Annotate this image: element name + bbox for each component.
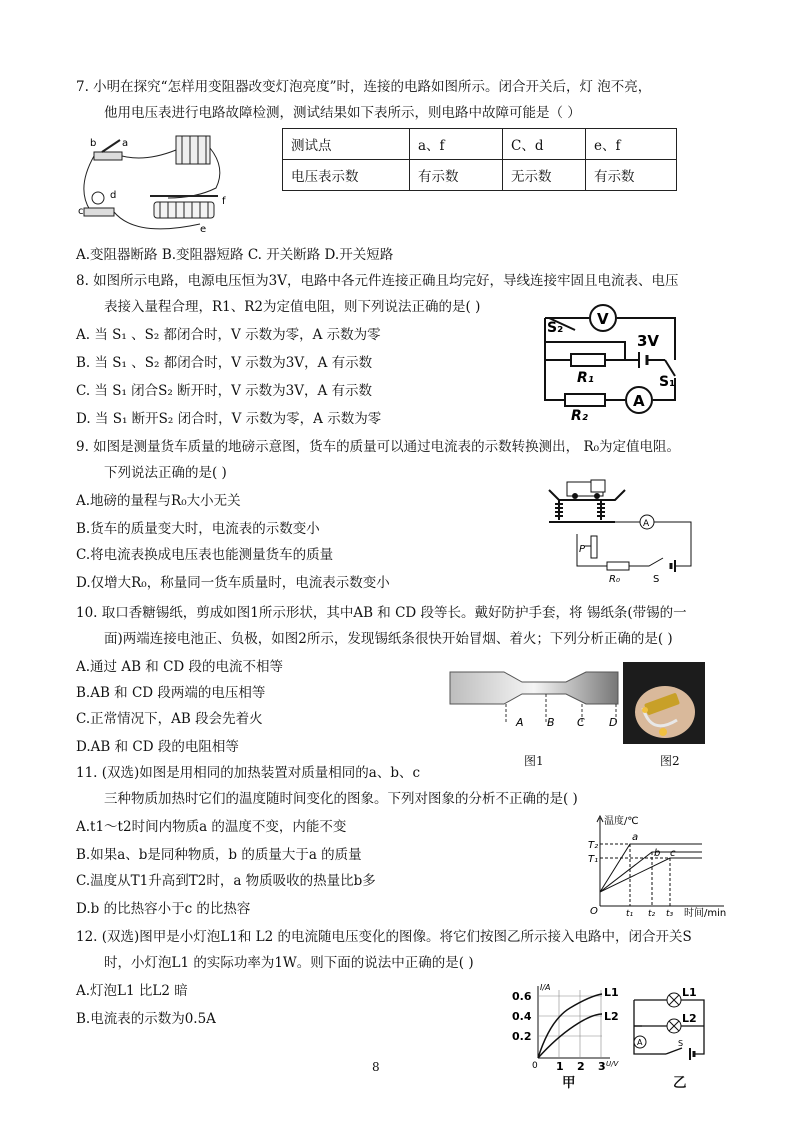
q12-option-b: B.电流表的示数为0.5A <box>76 1011 216 1027</box>
q9-option-a: A.地磅的量程与R₀大小无关 <box>76 493 241 509</box>
q12-origin-label: 0 <box>532 1061 538 1071</box>
q7-label-e: e <box>200 224 207 235</box>
q10-option-b: B.AB 和 CD 段两端的电压相等 <box>76 685 266 701</box>
q8-option-b: B. 当 S₁ 、S₂ 都闭合时，V 示数为3V，A 有示数 <box>76 355 373 371</box>
q12-stem-line2: 时，小灯泡L1 的实际功率为1W。则下面的说法中正确的是( ) <box>104 955 474 971</box>
q7-label-b: b <box>90 138 97 149</box>
q11-option-c: C.温度从T1升高到T2时，a 物质吸收的热量比b多 <box>76 873 376 889</box>
q11-option-b: B.如果a、b是同种物质，b 的质量大于a 的质量 <box>76 847 362 863</box>
q10-label-d: D <box>609 716 618 729</box>
q8-s2-label: S₂ <box>547 320 564 336</box>
table-row <box>283 160 677 191</box>
q12-ylabel: I/A <box>540 983 551 992</box>
q10-stem-line2: 面)两端连接电池正、负极，如图2所示，发现锡纸条很快开始冒烟、着火；下列分析正确的是( ) <box>104 631 673 647</box>
q11-stem-line2: 三种物质加热时它们的温度随时间变化的图象。下列对图象的分析不正确的是( ) <box>104 791 578 807</box>
page-number: 8 <box>372 1060 380 1074</box>
q11-option-a: A.t1～t2时间内物质a 的温度不变，内能不变 <box>76 819 347 835</box>
table-header-cell: e、f <box>586 129 677 160</box>
q7-options: A.变阻器断路 B.变阻器短路 C. 开关断路 D.开关短路 <box>76 247 394 263</box>
q12-caption-jia: 甲 <box>562 1075 576 1091</box>
q11-t1-label: T₁ <box>588 854 599 865</box>
q10-label-b: B <box>547 716 555 729</box>
q8-option-c: C. 当 S₁ 闭合S₂ 断开时，V 示数为3V，A 有示数 <box>76 383 373 399</box>
q11-temperature-graph <box>582 812 732 920</box>
q9-option-c: C.将电流表换成电压表也能测量货车的质量 <box>76 547 334 563</box>
q7-stem-line2: 他用电压表进行电路故障检测，测试结果如下表所示，则电路中故障可能是（ ） <box>104 105 581 121</box>
q8-stem-line1: 8. 如图所示电路，电源电压恒为3V，电路中各元件连接正确且均完好，导线连接牢固且电流表、电压 <box>76 273 679 289</box>
q12-stem-line1: 12. (双选)图甲是小灯泡L1和 L2 的电流随电压变化的图像。将它们按图乙所示接入电路中，闭合开关S <box>76 929 692 945</box>
q12-ammeter-label: A <box>637 1038 643 1047</box>
q12-ytick-02: 0.2 <box>512 1030 532 1043</box>
q7-circuit-figure <box>76 128 276 243</box>
q11-tick-t2: t₂ <box>648 909 656 919</box>
q12-ytick-06: 0.6 <box>512 990 532 1003</box>
q12-xlabel: U/V <box>606 1060 619 1068</box>
q8-r2-label: R₂ <box>571 408 588 424</box>
q8-option-d: D. 当 S₁ 断开S₂ 闭合时，V 示数为零，A 示数为零 <box>76 411 382 427</box>
q10-caption-fig1: 图1 <box>524 754 544 768</box>
q11-t2-label: T₂ <box>588 840 599 851</box>
q12-option-a: A.灯泡L1 比L2 暗 <box>76 983 188 999</box>
q10-label-c: C <box>577 716 585 729</box>
q9-weighbridge-figure <box>545 478 700 588</box>
q11-curve-a-label: a <box>632 832 639 843</box>
q12-ytick-04: 0.4 <box>512 1010 532 1023</box>
q10-tinfoil-figure <box>446 664 622 738</box>
q11-option-d: D.b 的比热容小于c 的比热容 <box>76 901 251 917</box>
q8-ammeter-label: A <box>633 392 645 410</box>
q8-voltage-label: 3V <box>637 332 660 350</box>
q9-stem-line2: 下列说法正确的是( ) <box>104 465 227 481</box>
q12-switch-label: S <box>678 1039 684 1048</box>
q8-r1-label: R₁ <box>577 370 594 386</box>
q12-iv-graph <box>510 980 620 1074</box>
q9-switch-label: S <box>653 574 660 585</box>
table-header-cell: C、d <box>503 129 586 160</box>
q7-label-c: c <box>78 206 84 217</box>
q10-stem-line1: 10. 取口香糖锡纸，剪成如图1所示形状，其中AB 和 CD 段等长。戴好防护手套，将 锡纸条(带锡的一 <box>76 605 687 621</box>
q9-r0-label: R₀ <box>609 574 620 585</box>
q12-l2-label: L2 <box>682 1012 697 1025</box>
q9-p-label: P <box>579 544 586 555</box>
q10-battery-photo <box>623 662 705 744</box>
table-cell: 有示数 <box>410 160 503 191</box>
q11-origin-label: O <box>590 906 598 917</box>
q12-l1-label: L1 <box>682 986 697 999</box>
q8-stem-line2: 表接入量程合理，R1、R2为定值电阻，则下列说法正确的是( ) <box>104 299 481 315</box>
q8-s1-label: S₁ <box>659 374 676 390</box>
q11-tick-t3: t₃ <box>666 909 674 919</box>
q9-ammeter-label: A <box>643 519 650 529</box>
q8-circuit-figure <box>535 300 690 425</box>
q9-option-b: B.货车的质量变大时，电流表的示数变小 <box>76 521 320 537</box>
q10-caption-fig2: 图2 <box>660 754 680 768</box>
table-cell: 无示数 <box>503 160 586 191</box>
q7-stem-line1: 7. 小明在探究“怎样用变阻器改变灯泡亮度”时，连接的电路如图所示。闭合开关后，灯 泡不亮， <box>76 79 652 95</box>
q12-curve-l2-label: L2 <box>604 1010 619 1023</box>
q7-test-table <box>282 128 677 191</box>
table-header-cell: 测试点 <box>283 129 410 160</box>
q9-stem-line1: 9. 如图是测量货车质量的地磅示意图，货车的质量可以通过电流表的示数转换测出， R₀为定值电阻。 <box>76 439 681 455</box>
q12-circuit-yi <box>630 984 716 1066</box>
table-row <box>283 129 677 160</box>
q9-option-d: D.仅增大R₀，称量同一货车质量时，电流表示数变小 <box>76 575 390 591</box>
q8-option-a: A. 当 S₁ 、S₂ 都闭合时，V 示数为零，A 示数为零 <box>76 327 381 343</box>
q10-option-a: A.通过 AB 和 CD 段的电流不相等 <box>76 659 284 675</box>
q7-label-a: a <box>122 138 129 149</box>
q11-ylabel: 温度/℃ <box>604 816 639 827</box>
table-cell: 电压表示数 <box>283 160 410 191</box>
q12-caption-yi: 乙 <box>673 1075 687 1091</box>
q7-label-f: f <box>222 196 226 207</box>
q11-stem-line1: 11. (双选)如图是用相同的加热装置对质量相同的a、b、c <box>76 765 421 781</box>
q8-voltmeter-label: V <box>597 310 609 328</box>
q12-xtick-3: 3 <box>598 1060 606 1073</box>
q11-xlabel: 时间/min <box>684 908 727 919</box>
q11-curve-b-label: b <box>654 848 661 859</box>
q10-label-a: A <box>516 716 524 729</box>
q11-curve-c-label: c <box>670 848 676 859</box>
q10-option-d: D.AB 和 CD 段的电阻相等 <box>76 739 239 755</box>
table-cell: 有示数 <box>586 160 677 191</box>
q7-label-d: d <box>110 190 117 201</box>
table-header-cell: a、f <box>410 129 503 160</box>
q12-curve-l1-label: L1 <box>604 986 619 999</box>
q12-xtick-2: 2 <box>577 1060 585 1073</box>
q12-xtick-1: 1 <box>556 1060 564 1073</box>
q11-tick-t1: t₁ <box>626 909 634 919</box>
q10-option-c: C.正常情况下，AB 段会先着火 <box>76 711 263 727</box>
